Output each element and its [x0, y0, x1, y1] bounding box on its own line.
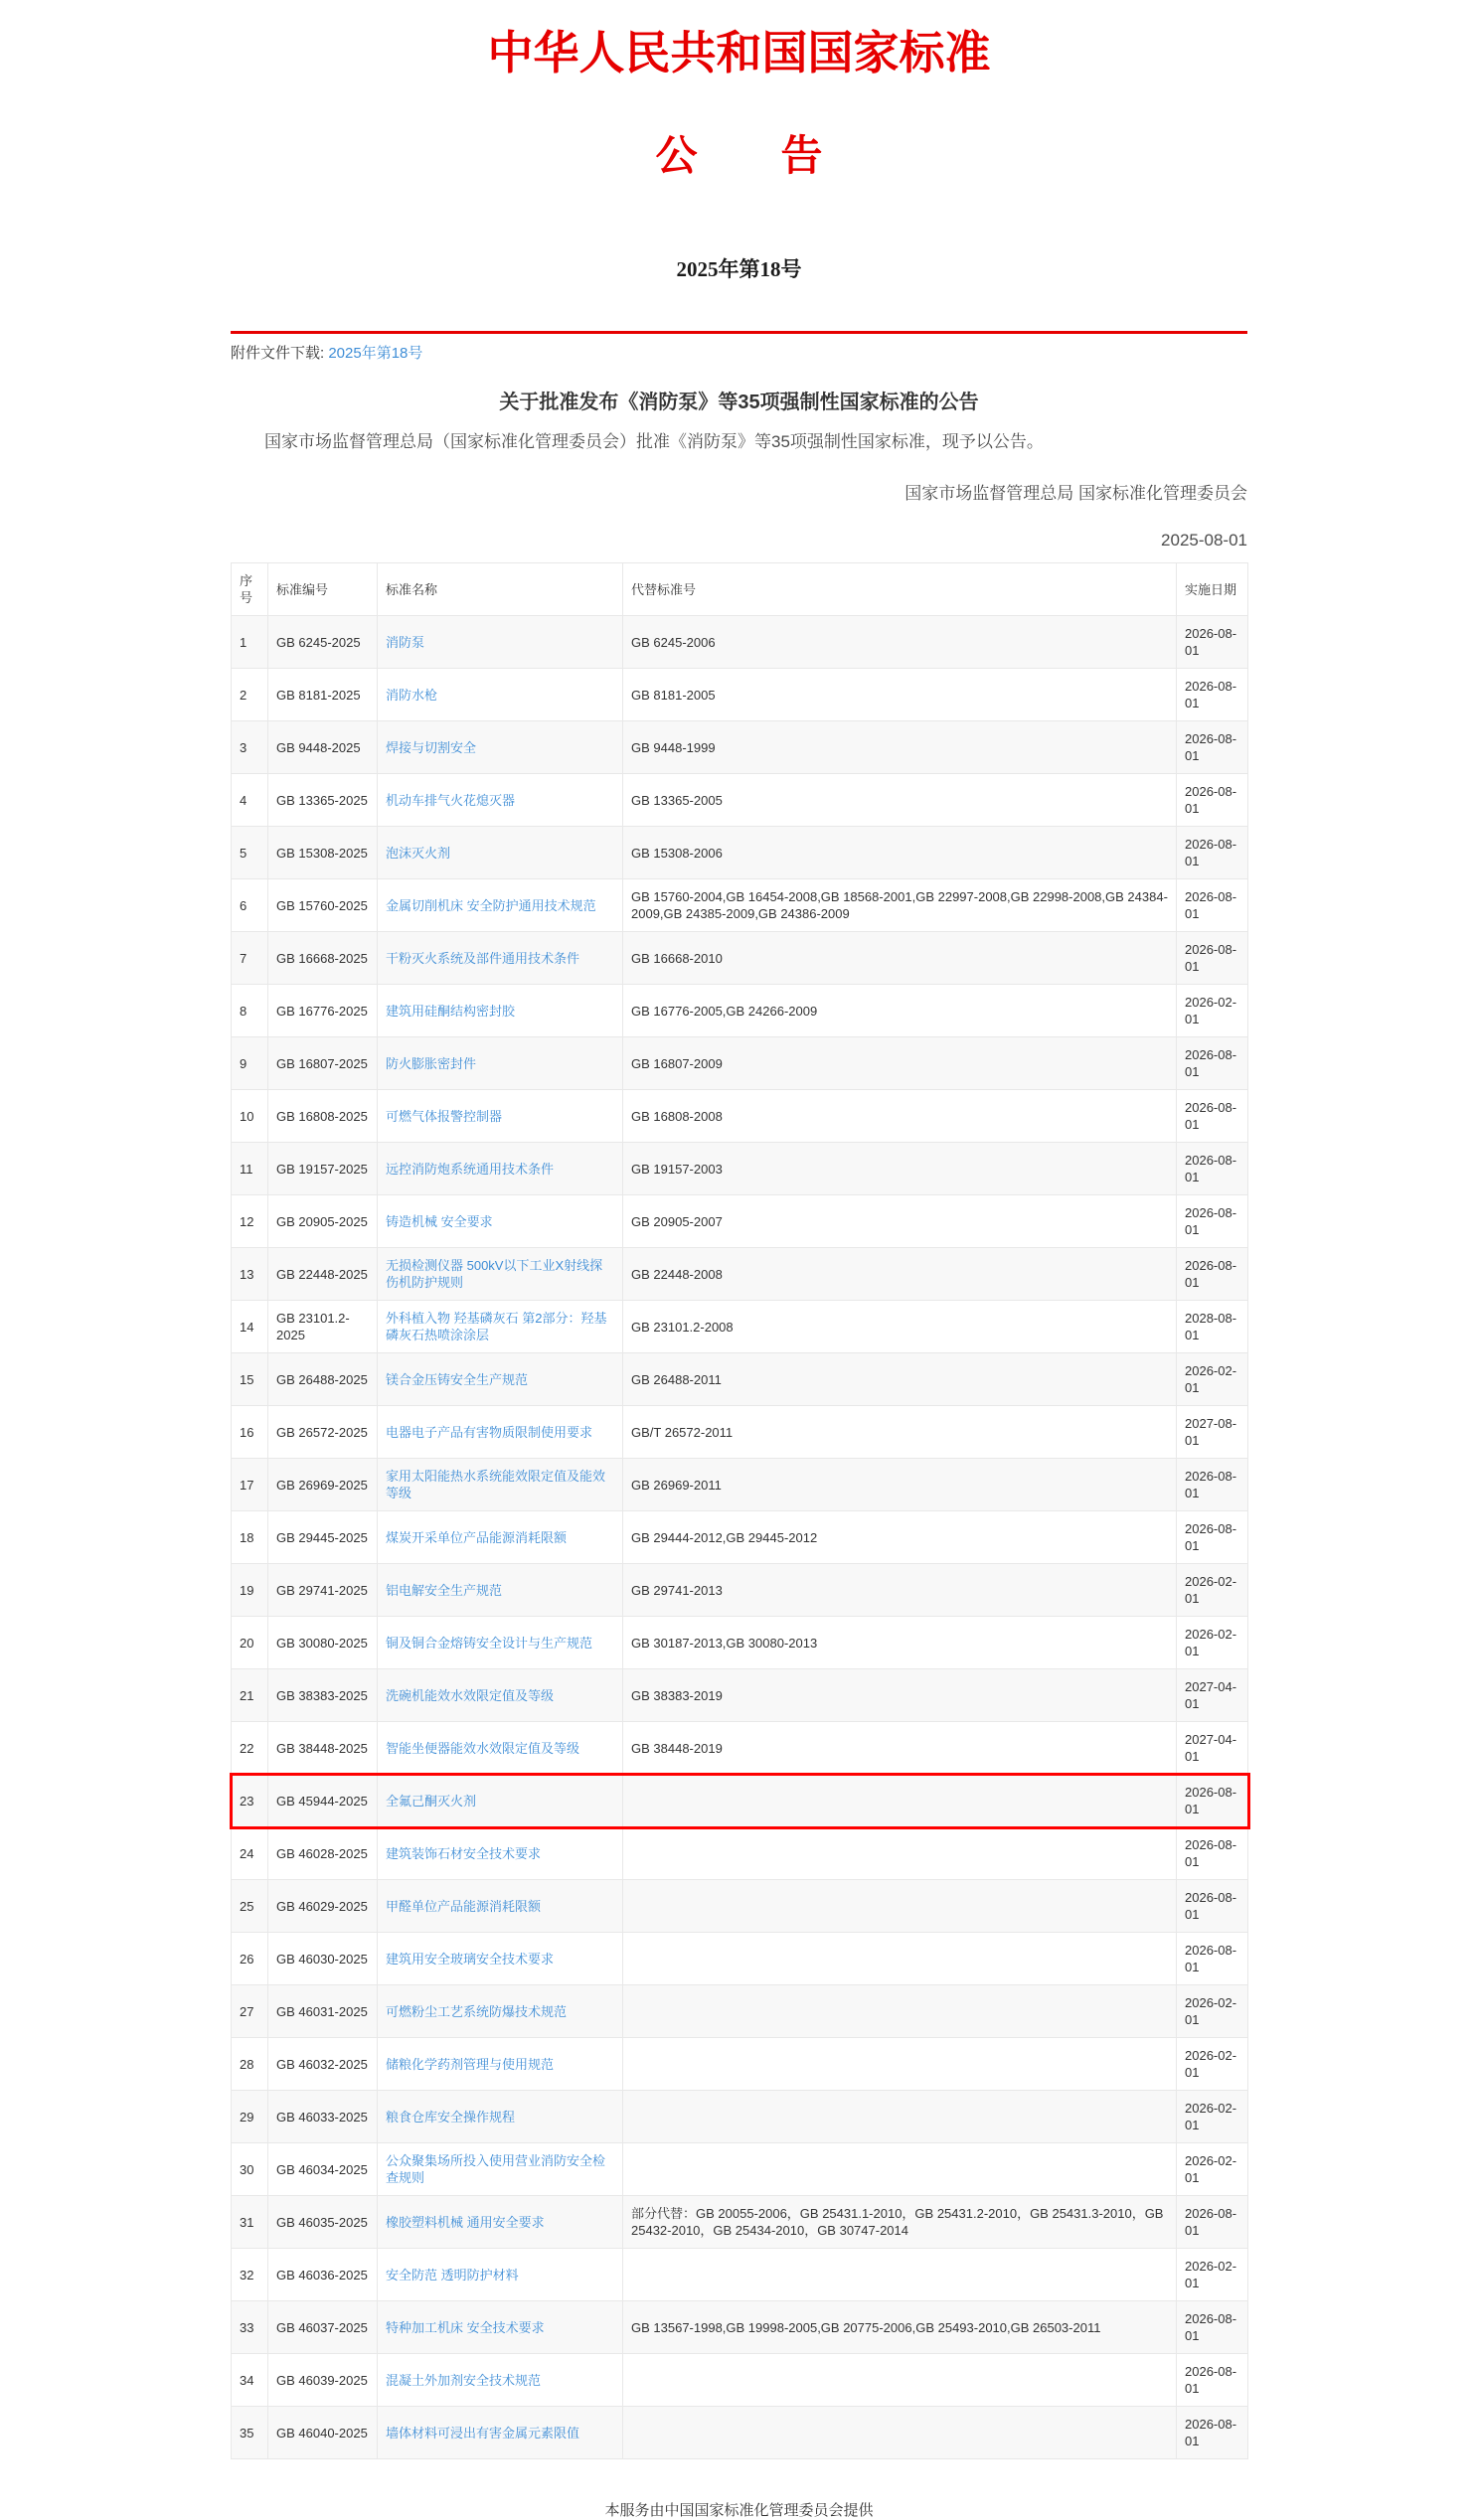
cell-standard-name: [378, 2196, 623, 2249]
cell-standard-name: [378, 1933, 623, 1985]
cell-standard-name: [378, 879, 623, 932]
cell-standard-code: GB 26572-2025: [268, 1406, 378, 1459]
table-row: [232, 1090, 1248, 1143]
cell-standard-code: GB 45944-2025: [268, 1775, 378, 1827]
notice-date: 2025-08-01: [1161, 531, 1247, 551]
cell-standard-code: GB 46033-2025: [268, 2091, 378, 2143]
standard-name-link[interactable]: 建筑用硅酮结构密封胶: [386, 1003, 516, 1019]
cell-implementation-date: 2026-08-01: [1177, 774, 1248, 827]
cell-standard-code: GB 46037-2025: [268, 2301, 378, 2354]
standard-name-link[interactable]: 铜及铜合金熔铸安全设计与生产规范: [386, 1635, 593, 1651]
standard-name-link[interactable]: 金属切削机床 安全防护通用技术规范: [386, 897, 596, 913]
notice-signature: 国家市场监督管理总局 国家标准化管理委员会: [904, 484, 1247, 504]
cell-implementation-date: 2026-02-01: [1177, 1353, 1248, 1406]
cell-standard-code: GB 16807-2025: [268, 1037, 378, 1090]
column-header-replaces: 代替标准号: [623, 563, 1177, 616]
table-row: [232, 2249, 1248, 2301]
cell-implementation-date: 2026-08-01: [1177, 1459, 1248, 1511]
cell-implementation-date: 2026-08-01: [1177, 1775, 1248, 1827]
table-row: [232, 1564, 1248, 1617]
attachment-link[interactable]: 2025年第18号: [328, 345, 423, 363]
cell-replaced-standards: GB 13365-2005: [623, 774, 1177, 827]
cell-implementation-date: 2027-04-01: [1177, 1722, 1248, 1775]
cell-standard-code: GB 16808-2025: [268, 1090, 378, 1143]
cell-standard-name: [378, 932, 623, 985]
cell-standard-code: GB 46029-2025: [268, 1880, 378, 1933]
standard-name-link[interactable]: 甲醛单位产品能源消耗限额: [386, 1898, 542, 1914]
cell-serial-number: 22: [232, 1722, 268, 1775]
cell-implementation-date: 2026-02-01: [1177, 2249, 1248, 2301]
cell-standard-name: [378, 1037, 623, 1090]
standard-name-link[interactable]: 橡胶塑料机械 通用安全要求: [386, 2214, 545, 2230]
announcement-subtitle: 公 告: [655, 133, 823, 180]
cell-serial-number: 30: [232, 2143, 268, 2196]
standard-name-link[interactable]: 全氟己酮灭火剂: [386, 1793, 477, 1809]
cell-standard-code: GB 26488-2025: [268, 1353, 378, 1406]
cell-serial-number: 27: [232, 1985, 268, 2038]
cell-standard-name: [378, 2301, 623, 2354]
cell-implementation-date: 2026-08-01: [1177, 1090, 1248, 1143]
cell-standard-name: [378, 1564, 623, 1617]
cell-serial-number: 21: [232, 1669, 268, 1722]
standard-name-link[interactable]: 安全防范 透明防护材料: [386, 2267, 519, 2283]
cell-implementation-date: 2026-02-01: [1177, 1617, 1248, 1669]
table-row: [232, 2196, 1248, 2249]
cell-serial-number: 11: [232, 1143, 268, 1195]
cell-standard-code: GB 46036-2025: [268, 2249, 378, 2301]
cell-standard-name: [378, 1090, 623, 1143]
cell-replaced-standards: GB 16807-2009: [623, 1037, 1177, 1090]
cell-replaced-standards: [623, 1933, 1177, 1985]
cell-standard-code: GB 8181-2025: [268, 669, 378, 721]
standard-name-link[interactable]: 可燃气体报警控制器: [386, 1108, 503, 1124]
cell-replaced-standards: GB 30187-2013,GB 30080-2013: [623, 1617, 1177, 1669]
table-row: [232, 1775, 1248, 1827]
table-row: [232, 1248, 1248, 1301]
table-row: [232, 1301, 1248, 1353]
standard-name-link[interactable]: 混凝土外加剂安全技术规范: [386, 2372, 542, 2388]
cell-implementation-date: 2026-08-01: [1177, 2196, 1248, 2249]
standard-name-link[interactable]: 智能坐便器能效水效限定值及等级: [386, 1740, 580, 1756]
standard-name-link[interactable]: 铸造机械 安全要求: [386, 1213, 493, 1229]
table-row: [232, 1880, 1248, 1933]
content-container: [231, 28, 1247, 2520]
table-row: [232, 1459, 1248, 1511]
cell-serial-number: 8: [232, 985, 268, 1037]
cell-standard-name: [378, 985, 623, 1037]
table-row: [232, 1353, 1248, 1406]
table-row: [232, 774, 1248, 827]
table-row: [232, 1195, 1248, 1248]
cell-standard-name: [378, 1775, 623, 1827]
table-row: [232, 1143, 1248, 1195]
cell-standard-name: [378, 827, 623, 879]
cell-implementation-date: 2026-08-01: [1177, 1195, 1248, 1248]
cell-replaced-standards: GB 38448-2019: [623, 1722, 1177, 1775]
standard-name-link[interactable]: 公众聚集场所投入使用营业消防安全检查规则: [386, 2153, 606, 2186]
standard-name-link[interactable]: 防火膨胀密封件: [386, 1055, 477, 1071]
table-row: [232, 2354, 1248, 2407]
standard-name-link[interactable]: 镁合金压铸安全生产规范: [386, 1371, 529, 1387]
cell-replaced-standards: 部分代替：GB 20055-2006，GB 25431.1-2010，GB 25431.2-2010，GB 25431.3-2010，GB 25432-2010，GB 25434-2010，GB 30747-2014: [623, 2196, 1177, 2249]
standard-name-link[interactable]: 洗碗机能效水效限定值及等级: [386, 1687, 555, 1703]
cell-replaced-standards: GB 9448-1999: [623, 721, 1177, 774]
standard-name-link[interactable]: 粮食仓库安全操作规程: [386, 2109, 516, 2125]
cell-standard-code: GB 46035-2025: [268, 2196, 378, 2249]
table-row: [232, 1722, 1248, 1775]
standards-table-body: [232, 616, 1248, 2459]
cell-standard-code: GB 16668-2025: [268, 932, 378, 985]
table-row: [232, 721, 1248, 774]
cell-serial-number: 9: [232, 1037, 268, 1090]
cell-replaced-standards: GB 23101.2-2008: [623, 1301, 1177, 1353]
cell-implementation-date: 2026-02-01: [1177, 1564, 1248, 1617]
cell-serial-number: 7: [232, 932, 268, 985]
standard-name-link[interactable]: 特种加工机床 安全技术要求: [386, 2319, 545, 2335]
cell-implementation-date: 2026-08-01: [1177, 2301, 1248, 2354]
cell-standard-name: [378, 1722, 623, 1775]
page-title: 中华人民共和国国家标准: [487, 28, 991, 79]
standard-name-link[interactable]: 电器电子产品有害物质限制使用要求: [386, 1424, 593, 1440]
cell-replaced-standards: GB 26488-2011: [623, 1353, 1177, 1406]
cell-implementation-date: 2026-08-01: [1177, 721, 1248, 774]
cell-standard-code: GB 46032-2025: [268, 2038, 378, 2091]
cell-implementation-date: 2026-08-01: [1177, 1037, 1248, 1090]
attachment-row: [231, 342, 1247, 363]
cell-standard-name: [378, 1827, 623, 1880]
cell-replaced-standards: GB 16808-2008: [623, 1090, 1177, 1143]
cell-serial-number: 12: [232, 1195, 268, 1248]
cell-standard-code: GB 29445-2025: [268, 1511, 378, 1564]
cell-replaced-standards: [623, 2091, 1177, 2143]
cell-serial-number: 18: [232, 1511, 268, 1564]
cell-serial-number: 20: [232, 1617, 268, 1669]
table-row: [232, 1037, 1248, 1090]
cell-implementation-date: 2026-08-01: [1177, 1248, 1248, 1301]
standard-name-link[interactable]: 焊接与切割安全: [386, 739, 477, 755]
table-row: [232, 1511, 1248, 1564]
cell-serial-number: 3: [232, 721, 268, 774]
attachment-label: 附件文件下载:: [231, 345, 325, 363]
table-row: [232, 932, 1248, 985]
standards-table-header: [232, 563, 1248, 616]
cell-replaced-standards: [623, 1827, 1177, 1880]
cell-implementation-date: 2026-02-01: [1177, 2143, 1248, 2196]
column-header-no: 序号: [232, 563, 268, 616]
cell-replaced-standards: GB 6245-2006: [623, 616, 1177, 669]
cell-standard-code: GB 38383-2025: [268, 1669, 378, 1722]
cell-standard-name: [378, 2354, 623, 2407]
cell-standard-name: [378, 1459, 623, 1511]
standards-table: [231, 562, 1248, 2459]
cell-implementation-date: 2027-04-01: [1177, 1669, 1248, 1722]
cell-standard-code: GB 30080-2025: [268, 1617, 378, 1669]
cell-replaced-standards: GB/T 26572-2011: [623, 1406, 1177, 1459]
cell-standard-code: GB 46034-2025: [268, 2143, 378, 2196]
cell-serial-number: 5: [232, 827, 268, 879]
cell-implementation-date: 2026-08-01: [1177, 932, 1248, 985]
cell-replaced-standards: GB 13567-1998,GB 19998-2005,GB 20775-2006,GB 25493-2010,GB 26503-2011: [623, 2301, 1177, 2354]
cell-replaced-standards: GB 29444-2012,GB 29445-2012: [623, 1511, 1177, 1564]
column-header-date: 实施日期: [1177, 563, 1248, 616]
cell-standard-code: GB 15308-2025: [268, 827, 378, 879]
table-row: [232, 2301, 1248, 2354]
cell-standard-name: [378, 2091, 623, 2143]
cell-standard-name: [378, 1880, 623, 1933]
cell-replaced-standards: GB 19157-2003: [623, 1143, 1177, 1195]
cell-replaced-standards: GB 29741-2013: [623, 1564, 1177, 1617]
cell-standard-name: [378, 1617, 623, 1669]
cell-serial-number: 31: [232, 2196, 268, 2249]
issue-number: 2025年第18号: [676, 257, 802, 282]
cell-standard-name: [378, 1143, 623, 1195]
cell-replaced-standards: GB 26969-2011: [623, 1459, 1177, 1511]
header-row: [232, 563, 1248, 616]
cell-replaced-standards: [623, 1985, 1177, 2038]
cell-serial-number: 34: [232, 2354, 268, 2407]
standard-name-link[interactable]: 建筑用安全玻璃安全技术要求: [386, 1951, 555, 1967]
cell-standard-code: GB 20905-2025: [268, 1195, 378, 1248]
cell-serial-number: 19: [232, 1564, 268, 1617]
cell-standard-name: [378, 1406, 623, 1459]
cell-serial-number: 10: [232, 1090, 268, 1143]
cell-implementation-date: 2026-08-01: [1177, 1827, 1248, 1880]
cell-serial-number: 4: [232, 774, 268, 827]
table-row: [232, 616, 1248, 669]
table-row: [232, 2143, 1248, 2196]
cell-serial-number: 2: [232, 669, 268, 721]
cell-serial-number: 26: [232, 1933, 268, 1985]
standard-name-link[interactable]: 家用太阳能热水系统能效限定值及能效等级: [386, 1469, 606, 1501]
cell-standard-name: [378, 616, 623, 669]
table-row: [232, 1985, 1248, 2038]
cell-replaced-standards: [623, 2038, 1177, 2091]
cell-standard-name: [378, 1353, 623, 1406]
standard-name-link[interactable]: 干粉灭火系统及部件通用技术条件: [386, 950, 580, 966]
cell-standard-code: GB 26969-2025: [268, 1459, 378, 1511]
cell-serial-number: 24: [232, 1827, 268, 1880]
standard-name-link[interactable]: 铝电解安全生产规范: [386, 1582, 503, 1598]
cell-implementation-date: 2026-02-01: [1177, 2091, 1248, 2143]
table-row: [232, 1406, 1248, 1459]
standard-name-link[interactable]: 机动车排气火花熄灭器: [386, 792, 516, 808]
cell-standard-code: GB 15760-2025: [268, 879, 378, 932]
table-row: [232, 1933, 1248, 1985]
cell-serial-number: 13: [232, 1248, 268, 1301]
standard-name-link[interactable]: 外科植入物 羟基磷灰石 第2部分：羟基磷灰石热喷涂涂层: [386, 1311, 607, 1343]
cell-serial-number: 16: [232, 1406, 268, 1459]
standard-name-link[interactable]: 消防泵: [386, 634, 425, 650]
footer-text: 本服务由中国国家标准化管理委员会提供: [604, 2502, 874, 2520]
table-row: [232, 1827, 1248, 1880]
cell-serial-number: 23: [232, 1775, 268, 1827]
cell-serial-number: 1: [232, 616, 268, 669]
cell-standard-code: GB 16776-2025: [268, 985, 378, 1037]
cell-standard-name: [378, 1985, 623, 2038]
cell-implementation-date: 2026-08-01: [1177, 879, 1248, 932]
standard-name-link[interactable]: 远控消防炮系统通用技术条件: [386, 1161, 555, 1177]
cell-standard-code: GB 46040-2025: [268, 2407, 378, 2459]
cell-standard-code: GB 46028-2025: [268, 1827, 378, 1880]
table-row: [232, 1669, 1248, 1722]
cell-standard-code: GB 22448-2025: [268, 1248, 378, 1301]
cell-implementation-date: 2026-08-01: [1177, 2407, 1248, 2459]
cell-standard-name: [378, 2407, 623, 2459]
standard-name-link[interactable]: 可燃粉尘工艺系统防爆技术规范: [386, 2003, 568, 2019]
cell-implementation-date: 2026-08-01: [1177, 1511, 1248, 1564]
cell-standard-name: [378, 2249, 623, 2301]
table-row: [232, 669, 1248, 721]
cell-implementation-date: 2026-08-01: [1177, 1143, 1248, 1195]
cell-implementation-date: 2026-08-01: [1177, 827, 1248, 879]
cell-standard-code: GB 19157-2025: [268, 1143, 378, 1195]
cell-implementation-date: 2026-08-01: [1177, 616, 1248, 669]
cell-serial-number: 35: [232, 2407, 268, 2459]
cell-standard-name: [378, 1669, 623, 1722]
table-row: [232, 879, 1248, 932]
standard-name-link[interactable]: 建筑装饰石材安全技术要求: [386, 1845, 542, 1861]
table-row: [232, 2038, 1248, 2091]
notice-body: 国家市场监督管理总局（国家标准化管理委员会）批准《消防泵》等35项强制性国家标准，现予以公告。: [264, 432, 1044, 452]
cell-implementation-date: 2026-08-01: [1177, 1933, 1248, 1985]
cell-standard-code: GB 46031-2025: [268, 1985, 378, 2038]
red-divider: [231, 331, 1247, 334]
cell-replaced-standards: [623, 2143, 1177, 2196]
cell-implementation-date: 2026-02-01: [1177, 2038, 1248, 2091]
cell-standard-code: GB 6245-2025: [268, 616, 378, 669]
table-row: [232, 1617, 1248, 1669]
cell-implementation-date: 2026-08-01: [1177, 1880, 1248, 1933]
cell-implementation-date: 2026-02-01: [1177, 985, 1248, 1037]
cell-standard-name: [378, 1511, 623, 1564]
cell-serial-number: 29: [232, 2091, 268, 2143]
column-header-name: 标准名称: [378, 563, 623, 616]
cell-standard-code: GB 38448-2025: [268, 1722, 378, 1775]
cell-standard-name: [378, 1195, 623, 1248]
table-row: [232, 827, 1248, 879]
cell-serial-number: 17: [232, 1459, 268, 1511]
cell-implementation-date: 2026-02-01: [1177, 1985, 1248, 2038]
standard-name-link[interactable]: 储粮化学药剂管理与使用规范: [386, 2056, 555, 2072]
cell-serial-number: 32: [232, 2249, 268, 2301]
cell-replaced-standards: [623, 1880, 1177, 1933]
cell-replaced-standards: GB 38383-2019: [623, 1669, 1177, 1722]
table-row: [232, 985, 1248, 1037]
cell-serial-number: 14: [232, 1301, 268, 1353]
cell-serial-number: 6: [232, 879, 268, 932]
cell-standard-name: [378, 774, 623, 827]
notice-heading: 关于批准发布《消防泵》等35项强制性国家标准的公告: [499, 392, 979, 414]
cell-serial-number: 25: [232, 1880, 268, 1933]
cell-replaced-standards: [623, 2407, 1177, 2459]
cell-replaced-standards: GB 8181-2005: [623, 669, 1177, 721]
cell-replaced-standards: GB 15760-2004,GB 16454-2008,GB 18568-2001,GB 22997-2008,GB 22998-2008,GB 24384-2009,GB 24385-2009,GB 24386-2009: [623, 879, 1177, 932]
standard-name-link[interactable]: 无损检测仪器 500kV以下工业X射线探伤机防护规则: [386, 1258, 603, 1291]
cell-standard-name: [378, 1248, 623, 1301]
cell-standard-name: [378, 2038, 623, 2091]
table-row: [232, 2407, 1248, 2459]
standard-name-link[interactable]: 墙体材料可浸出有害金属元素限值: [386, 2425, 580, 2441]
cell-replaced-standards: GB 16668-2010: [623, 932, 1177, 985]
column-header-code: 标准编号: [268, 563, 378, 616]
cell-standard-name: [378, 721, 623, 774]
table-row: [232, 2091, 1248, 2143]
cell-replaced-standards: GB 22448-2008: [623, 1248, 1177, 1301]
cell-replaced-standards: GB 15308-2006: [623, 827, 1177, 879]
cell-serial-number: 15: [232, 1353, 268, 1406]
cell-standard-code: GB 46030-2025: [268, 1933, 378, 1985]
cell-implementation-date: 2026-08-01: [1177, 2354, 1248, 2407]
cell-serial-number: 28: [232, 2038, 268, 2091]
cell-standard-name: [378, 669, 623, 721]
cell-standard-name: [378, 2143, 623, 2196]
standard-name-link[interactable]: 煤炭开采单位产品能源消耗限额: [386, 1529, 568, 1545]
cell-implementation-date: 2026-08-01: [1177, 669, 1248, 721]
cell-replaced-standards: [623, 1775, 1177, 1827]
cell-standard-code: GB 9448-2025: [268, 721, 378, 774]
cell-standard-code: GB 13365-2025: [268, 774, 378, 827]
cell-replaced-standards: GB 16776-2005,GB 24266-2009: [623, 985, 1177, 1037]
cell-standard-name: [378, 1301, 623, 1353]
cell-replaced-standards: [623, 2354, 1177, 2407]
cell-standard-code: GB 23101.2-2025: [268, 1301, 378, 1353]
standard-name-link[interactable]: 泡沫灭火剂: [386, 845, 451, 861]
cell-implementation-date: 2027-08-01: [1177, 1406, 1248, 1459]
cell-serial-number: 33: [232, 2301, 268, 2354]
standard-name-link[interactable]: 消防水枪: [386, 687, 438, 703]
cell-replaced-standards: [623, 2249, 1177, 2301]
cell-replaced-standards: GB 20905-2007: [623, 1195, 1177, 1248]
cell-implementation-date: 2028-08-01: [1177, 1301, 1248, 1353]
cell-standard-code: GB 46039-2025: [268, 2354, 378, 2407]
cell-standard-code: GB 29741-2025: [268, 1564, 378, 1617]
